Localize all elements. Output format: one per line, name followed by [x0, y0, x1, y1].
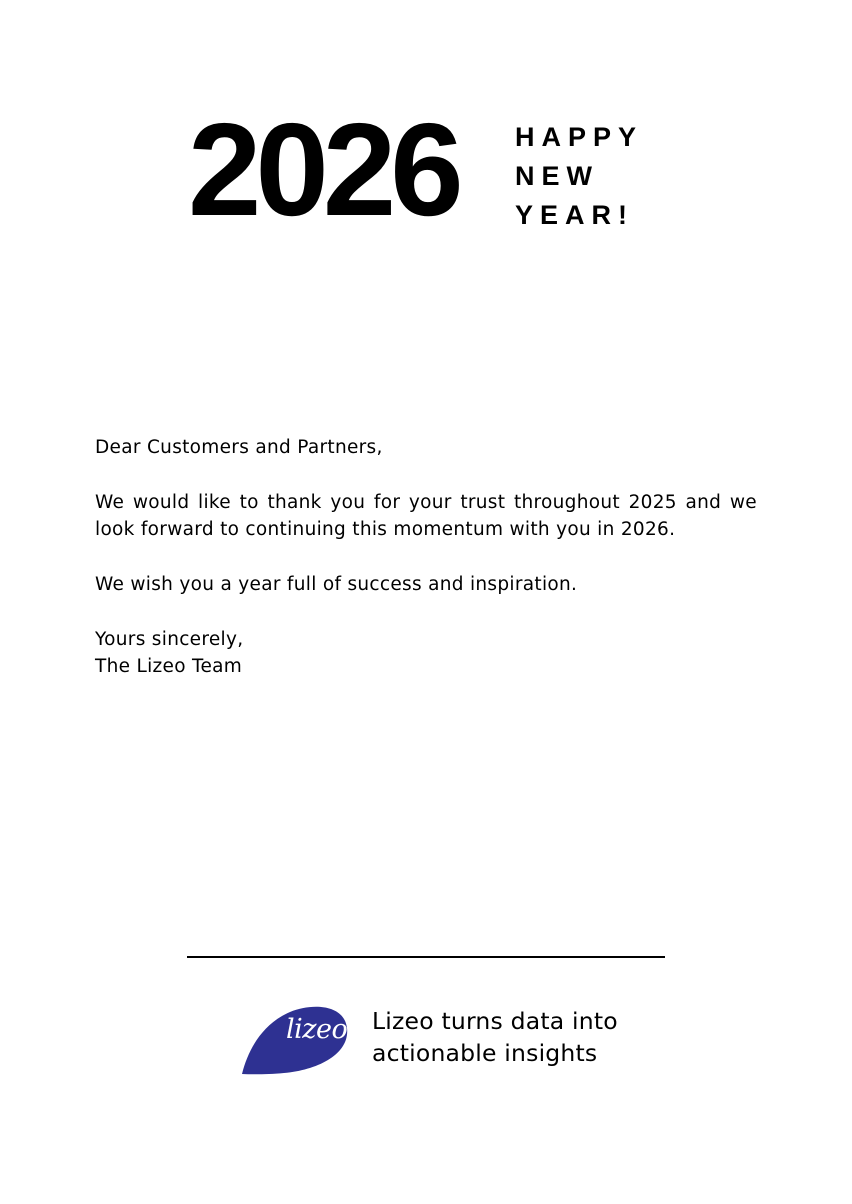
tagline-line: actionable insights — [372, 1039, 598, 1067]
closing: Yours sincerely, — [95, 629, 244, 650]
greeting-line: YEAR! — [515, 200, 635, 230]
letter-body — [95, 434, 757, 680]
thank-you-paragraph: We would like to thank you for your trust throughout 2025 and we look forward to continuing this momentum with you in 2026. — [95, 492, 757, 540]
company-tagline — [372, 1005, 618, 1069]
greeting-line: HAPPY — [515, 122, 644, 152]
wishes-paragraph: We wish you a year full of success and inspiration. — [95, 574, 578, 595]
greeting-line: NEW — [515, 161, 599, 191]
year-heading: 2026 — [188, 96, 458, 243]
logo-wordmark: lizeo — [286, 1014, 348, 1045]
lizeo-logo — [240, 1004, 352, 1076]
sign-off — [95, 626, 757, 680]
signature: The Lizeo Team — [95, 656, 243, 677]
tagline-line: Lizeo turns data into — [372, 1007, 618, 1035]
greeting-header — [188, 96, 668, 243]
footer — [240, 1000, 660, 1080]
footer-divider — [187, 956, 665, 958]
salutation: Dear Customers and Partners, — [95, 437, 383, 458]
happy-new-year-heading — [515, 118, 643, 235]
